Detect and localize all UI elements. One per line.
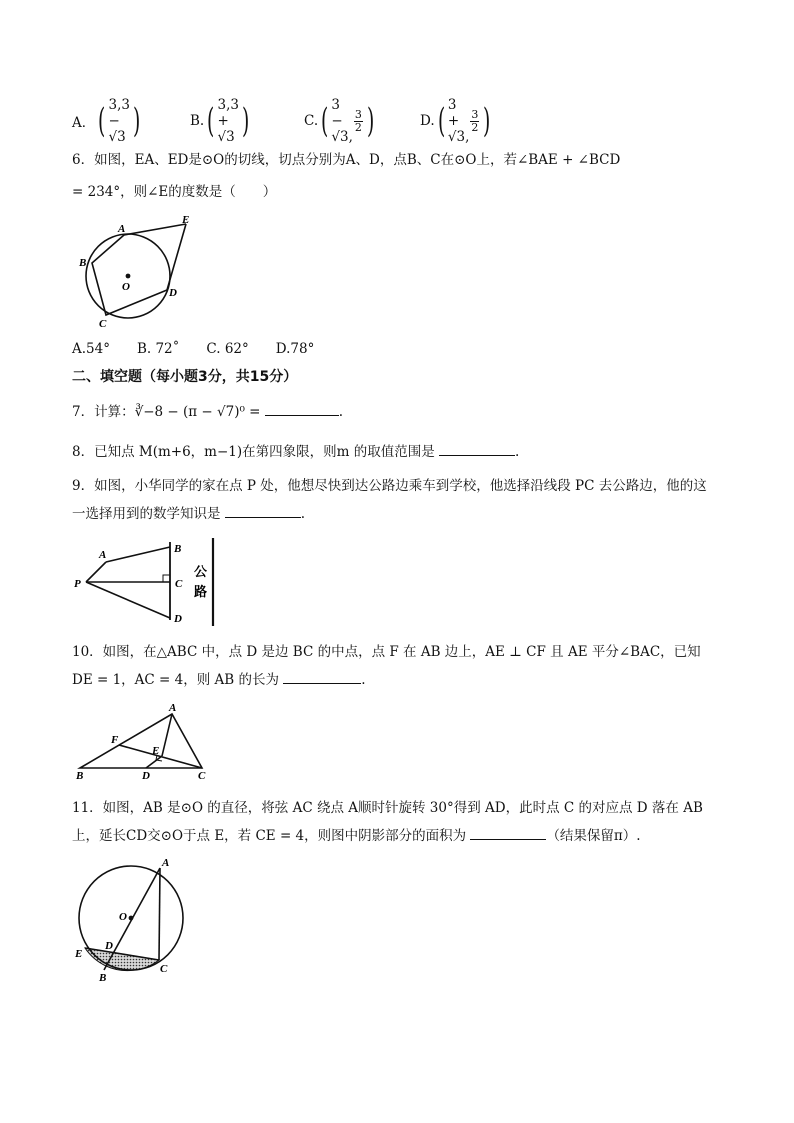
- q11-center-dot: [129, 916, 134, 921]
- q9-blank[interactable]: [225, 503, 301, 518]
- q10-label-d: D: [142, 770, 150, 782]
- q9-line-pd: [86, 582, 170, 618]
- q6-options: A.54° B. 72˚ C. 62° D.78°: [72, 341, 315, 357]
- q7-blank[interactable]: [265, 401, 339, 416]
- q11-line2: 上，延长CD交⊙O于点 E，若 CE = 4，则图中阴影部分的面积为 （结果保留π）.: [72, 824, 641, 848]
- q5-option-a-content: 3,3 − √3: [108, 97, 130, 145]
- q10-blank[interactable]: [283, 669, 361, 684]
- q11-label-b: B: [99, 972, 107, 984]
- q11-label-a: A: [162, 857, 170, 869]
- q6-center-dot: [126, 274, 131, 279]
- q8: 8．已知点 M(m+6，m−1)在第四象限，则m 的取值范围是 .: [72, 440, 519, 464]
- q9-label-a: A: [99, 549, 107, 561]
- q8-blank[interactable]: [439, 441, 515, 456]
- q6-label-c: C: [99, 318, 107, 330]
- q9-label-b: B: [174, 543, 182, 555]
- q9-line-pa: [86, 562, 106, 582]
- q5-option-d-frac: $\frac{3}{2}$: [471, 107, 479, 134]
- q5-option-c-content: 3 − √3,: [331, 97, 353, 145]
- q11-figure: [72, 856, 198, 984]
- q10-label-c: C: [198, 770, 206, 782]
- q10-label-e: E: [152, 745, 160, 757]
- section2-title: 二、填空题（每小题3分，共15分）: [72, 369, 298, 385]
- q10-label-f: F: [111, 734, 119, 746]
- q11-label-e: E: [75, 948, 83, 960]
- q10-line-de: [146, 756, 162, 768]
- q10-line2: DE = 1，AC = 4，则 AB 的长为 .: [72, 668, 366, 692]
- q6-figure: [72, 214, 202, 330]
- q11-line1: 11．如图，AB 是⊙O 的直径，将弦 AC 绕点 A顺时针旋转 30°得到 AD，此时点 C 的对应点 D 落在 AB: [72, 800, 703, 816]
- q11-label-d: D: [105, 940, 113, 952]
- q6-line2: = 234°，则∠E的度数是（ ）: [72, 184, 277, 200]
- q5-option-c-frac: $\frac{3}{2}$: [354, 107, 362, 134]
- q10-label-b: B: [76, 770, 84, 782]
- q10-figure: [72, 700, 220, 782]
- q5-option-d-content: 3 + √3,: [447, 97, 470, 145]
- q10-triangle-abc: [80, 714, 202, 768]
- q5-option-b-content: 3,3 + √3: [217, 97, 239, 145]
- q5-option-d: D. ( 3 + √3, $\frac{3}{2}$ ): [420, 97, 491, 145]
- q11-blank[interactable]: [470, 825, 546, 840]
- q6-label-d: D: [169, 287, 177, 299]
- q11-chord-ac: [159, 868, 160, 960]
- q6-label-b: B: [79, 257, 87, 269]
- q9-line2: 一选择用到的数学知识是 .: [72, 502, 305, 526]
- q11-label-o: O: [119, 911, 127, 923]
- q6-line1: 6．如图，EA、ED是⊙O的切线，切点分别为A、D，点B、C在⊙O上，若∠BAE + ∠BCD: [72, 152, 621, 168]
- q9-line1: 9．如图，小华同学的家在点 P 处，他想尽快到达公路边乘车到学校，他选择沿线段 PC 去公路边，他的这: [72, 478, 707, 494]
- q5-option-b: B. ( 3,3 + √3 ): [190, 97, 250, 145]
- q9-label-d: D: [174, 613, 182, 625]
- q10-label-a: A: [169, 702, 177, 714]
- q9-label-p: P: [74, 578, 81, 590]
- q8-text: 8．已知点 M(m+6，m−1)在第四象限，则m 的取值范围是: [72, 444, 435, 460]
- q11-label-c: C: [160, 963, 168, 975]
- q7-expr: ∛−8 − (π − √7)⁰ =: [134, 404, 261, 420]
- q9-road-char1: 公: [194, 565, 208, 580]
- q7-prefix: 7．计算：: [72, 404, 135, 420]
- q5-option-a: A． ( 3,3 − √3 ): [72, 97, 141, 145]
- q10-line-ae: [162, 714, 172, 756]
- q6-label-e: E: [182, 214, 190, 226]
- q6-tangent-ed: [167, 224, 186, 290]
- q9-right-angle-mark: [163, 575, 170, 582]
- q5-option-c: C. ( 3 − √3, $\frac{3}{2}$ ): [304, 97, 375, 145]
- q6-tangent-ae: [124, 224, 186, 235]
- q6-label-o: O: [122, 281, 130, 293]
- q9-figure: [72, 536, 222, 628]
- q7: 7．计算：∛−8 − (π − √7)⁰ = .: [72, 400, 343, 424]
- q9-line-ab: [106, 547, 170, 562]
- q9-label-c: C: [175, 578, 183, 590]
- q9-road-char2: 路: [194, 585, 208, 600]
- q10-line1: 10．如图，在△ABC 中，点 D 是边 BC 的中点，点 F 在 AB 边上，AE ⊥ CF 且 AE 平分∠BAC，已知: [72, 644, 701, 660]
- q6-label-a: A: [118, 223, 126, 235]
